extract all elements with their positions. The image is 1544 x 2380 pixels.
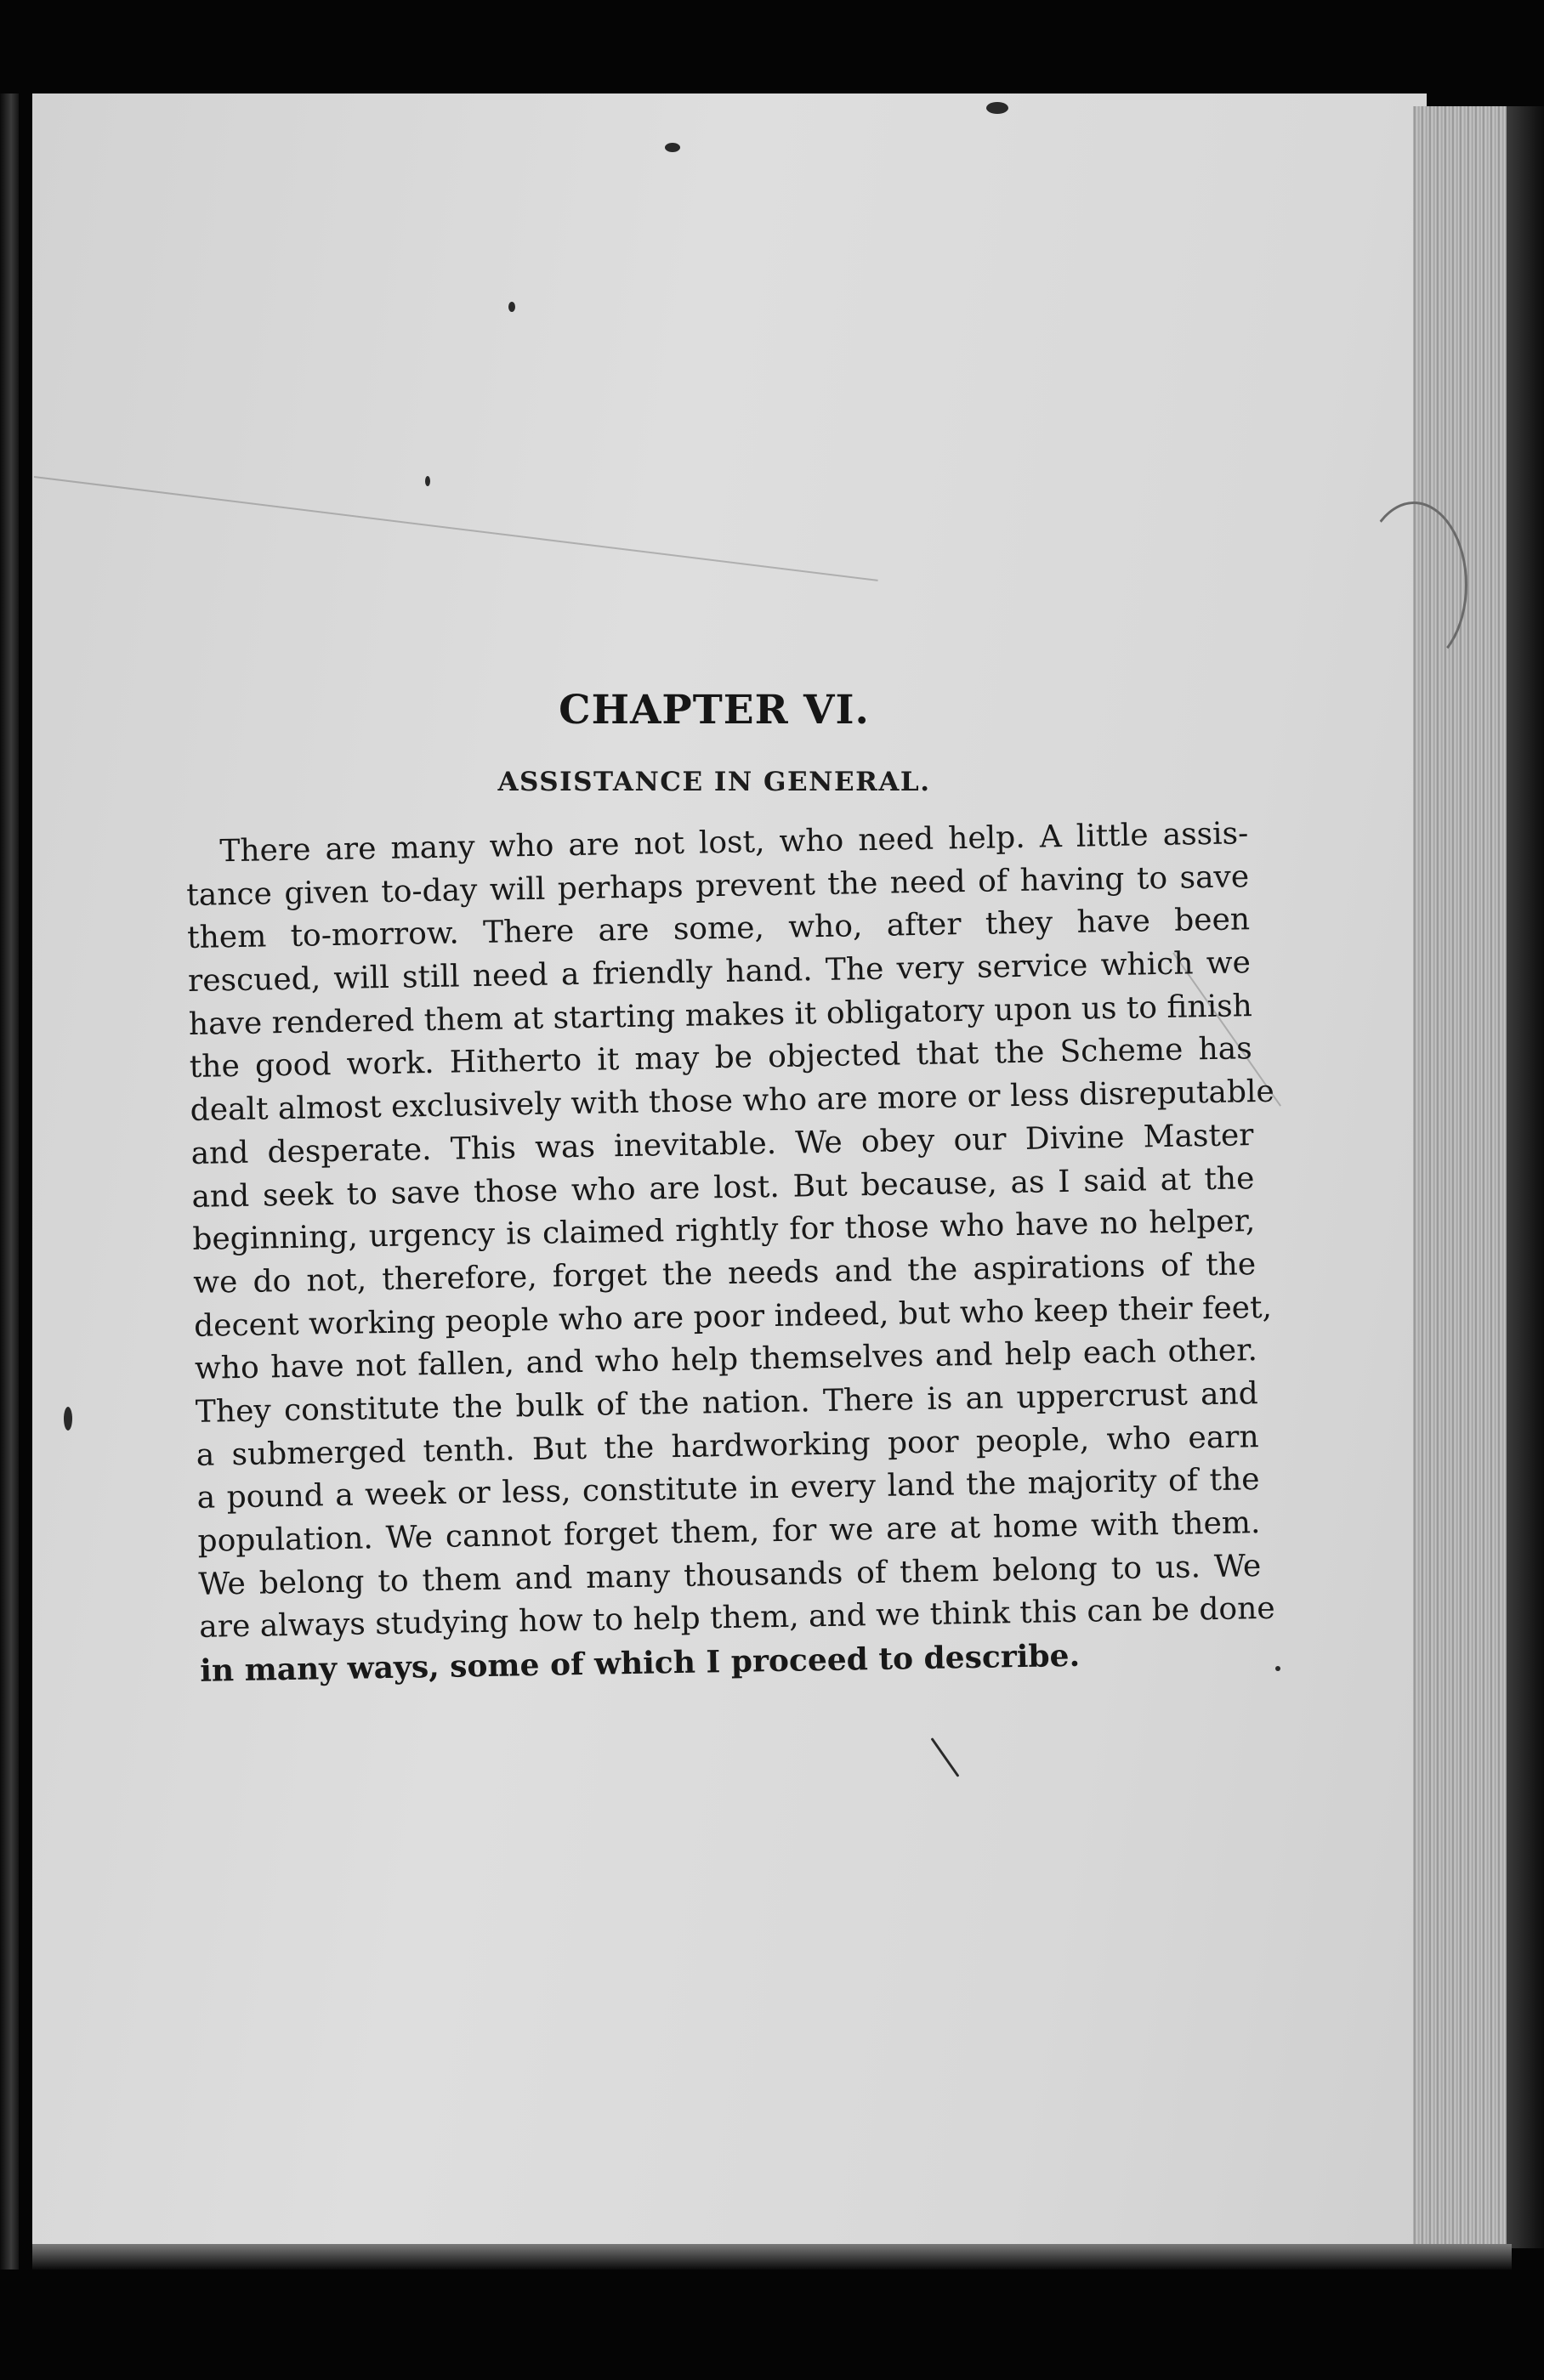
dust-speck	[64, 1407, 72, 1431]
text-line: decent working people who are poor indeed, but who keep their feet,	[193, 1289, 1273, 1344]
page-stack-edges	[1413, 106, 1507, 2248]
dust-speck	[508, 302, 515, 312]
text-line: beginning, urgency is claimed rightly for those who have no helper,	[192, 1204, 1256, 1258]
dust-speck	[1275, 1666, 1280, 1671]
text-line: a pound a week or less, constitute in every land the majority of the	[196, 1462, 1260, 1516]
dust-speck	[665, 143, 680, 152]
text-line: a submerged tenth. But the hardworking poor people, who earn	[196, 1419, 1259, 1473]
text-line: them to-morrow. There are some, who, after they have been	[186, 902, 1251, 956]
text-line: dealt almost exclusively with those who are more or less disreputable	[190, 1074, 1275, 1129]
page-bottom-shadow	[32, 2244, 1512, 2270]
text-line: tance given to-day will perhaps prevent the need of having to save	[185, 858, 1250, 913]
text-line: rescued, will still need a friendly hand. The very service which we	[187, 945, 1252, 1000]
text-line: There are many who are not lost, who need help. A little assis-	[219, 816, 1249, 870]
text-line: in many ways, some of which I proceed to describe.	[199, 1637, 1081, 1689]
dust-speck	[425, 476, 430, 486]
chapter-title: CHAPTER VI.	[559, 687, 870, 734]
hair-artifact	[1360, 502, 1467, 668]
text-line: have rendered them at starting makes it obligatory upon us to finish	[188, 988, 1253, 1042]
text-line: are always studying how to help them, and we think this can be done	[198, 1591, 1275, 1646]
facing-page-edge	[0, 94, 19, 2270]
dust-speck	[986, 102, 1008, 114]
text-line: They constitute the bulk of the nation. There is an uppercrust and	[195, 1376, 1259, 1430]
text-line: population. We cannot forget them, for we are at home with them.	[197, 1505, 1261, 1559]
section-title: ASSISTANCE IN GENERAL.	[497, 767, 931, 797]
text-line: We belong to them and many thousands of them belong to us. We	[198, 1548, 1262, 1602]
text-line: who have not fallen, and who help themselves and help each other.	[194, 1333, 1258, 1387]
body-paragraph	[185, 813, 1275, 1692]
text-line: we do not, therefore, forget the needs and the aspirations of the	[192, 1246, 1257, 1300]
text-line: and seek to save those who are lost. But because, as I said at the	[191, 1160, 1255, 1215]
text-line: the good work. Hitherto it may be objected that the Scheme has	[189, 1031, 1253, 1085]
text-line: and desperate. This was inevitable. We obey our Divine Master	[190, 1117, 1254, 1171]
book-cover-edge	[1507, 106, 1544, 2248]
